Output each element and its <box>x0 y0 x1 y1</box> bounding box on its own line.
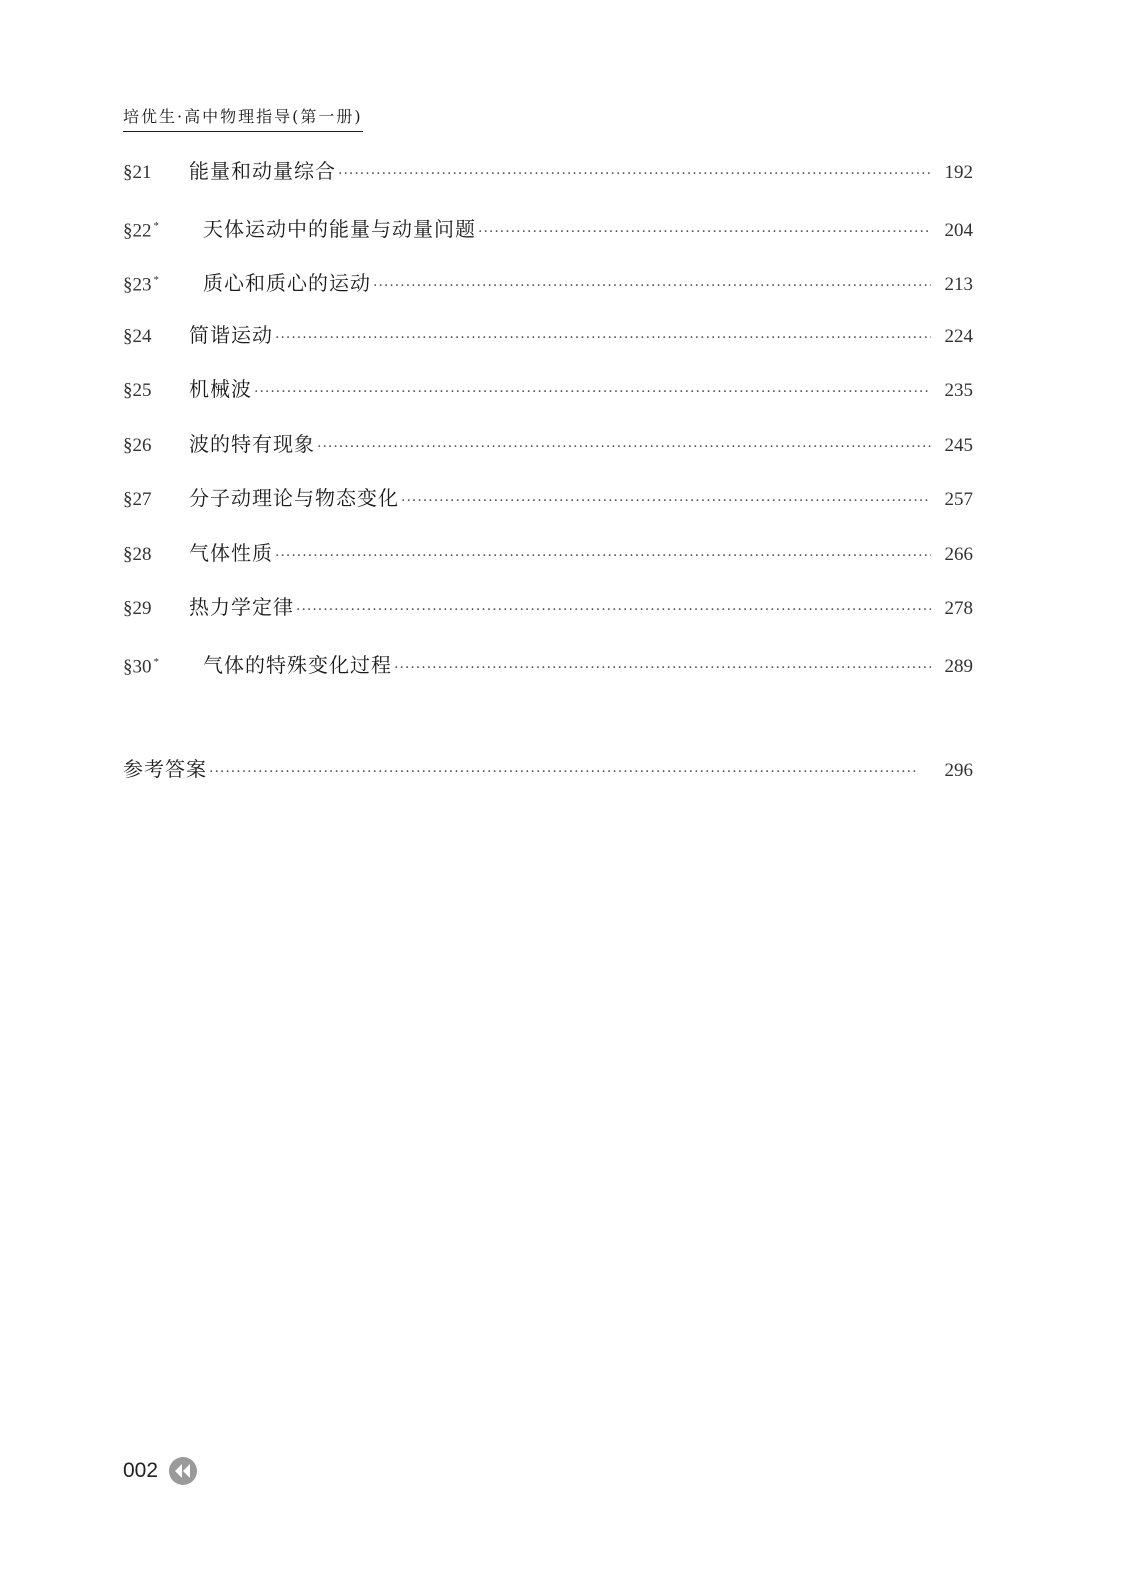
toc-row[interactable] <box>123 584 973 639</box>
leader-dots <box>209 749 931 795</box>
leader-dots <box>394 645 931 691</box>
answers-entry[interactable] <box>123 746 973 801</box>
toc-row[interactable] <box>123 312 973 367</box>
section-title: 气体性质 <box>189 540 273 565</box>
section-title: 波的特有现象 <box>189 431 315 456</box>
section-number: §21 <box>123 162 152 183</box>
section-title: 质心和质心的运动 <box>203 271 371 296</box>
toc-row[interactable] <box>123 366 973 421</box>
page-number: 224 <box>944 325 973 347</box>
leader-dots <box>478 209 931 255</box>
section-number: §25 <box>123 380 152 401</box>
section-number: §28 <box>123 543 152 565</box>
page-number: 278 <box>944 598 973 619</box>
page-number: 192 <box>944 162 973 183</box>
page-number: 204 <box>944 219 973 241</box>
toc-row[interactable] <box>123 746 973 801</box>
section-number: §26 <box>123 434 152 456</box>
page-number: 245 <box>944 434 973 456</box>
star-mark: * <box>153 655 159 668</box>
section-number: §23 * <box>123 274 159 296</box>
page-number: 235 <box>944 380 973 401</box>
section-number: §30 * <box>123 655 159 677</box>
page-number: 257 <box>944 489 973 510</box>
section-title: 机械波 <box>189 377 252 401</box>
page-number: 266 <box>944 543 973 565</box>
leader-dots <box>275 533 931 579</box>
toc-row[interactable] <box>123 257 973 312</box>
section-number: §24 <box>123 325 152 347</box>
star-mark: * <box>153 274 159 286</box>
leader-dots <box>254 369 931 415</box>
leader-dots <box>296 587 931 633</box>
section-title: 热力学定律 <box>189 595 294 619</box>
toc-row[interactable] <box>123 148 973 203</box>
section-number: §29 <box>123 598 152 619</box>
section-number: §27 <box>123 489 152 510</box>
toc-row[interactable] <box>123 530 973 585</box>
table-of-contents <box>123 148 973 693</box>
leader-dots <box>275 315 931 361</box>
running-header: 培优生·高中物理指导(第一册) <box>123 104 363 132</box>
star-mark: * <box>153 219 159 232</box>
section-title: 气体的特殊变化过程 <box>203 652 392 677</box>
leader-dots <box>338 151 931 197</box>
toc-row[interactable] <box>123 421 973 476</box>
double-arrow-left-icon <box>168 1456 198 1486</box>
toc-row[interactable] <box>123 475 973 530</box>
section-title: 分子动理论与物态变化 <box>189 486 399 510</box>
leader-dots <box>317 424 931 470</box>
section-title: 简谐运动 <box>189 322 273 347</box>
page-number: 213 <box>944 274 973 296</box>
answers-title: 参考答案 <box>123 757 207 781</box>
section-number: §22 * <box>123 219 159 241</box>
footer-page-number: 002 <box>123 1459 159 1482</box>
leader-dots <box>401 478 931 524</box>
section-title: 能量和动量综合 <box>189 159 336 183</box>
page-number: 296 <box>944 760 973 781</box>
toc-row[interactable] <box>123 639 973 694</box>
page-footer <box>123 1456 198 1486</box>
page-number: 289 <box>944 655 973 677</box>
section-title: 天体运动中的能量与动量问题 <box>203 216 476 241</box>
toc-row[interactable] <box>123 203 973 258</box>
leader-dots <box>373 263 931 309</box>
